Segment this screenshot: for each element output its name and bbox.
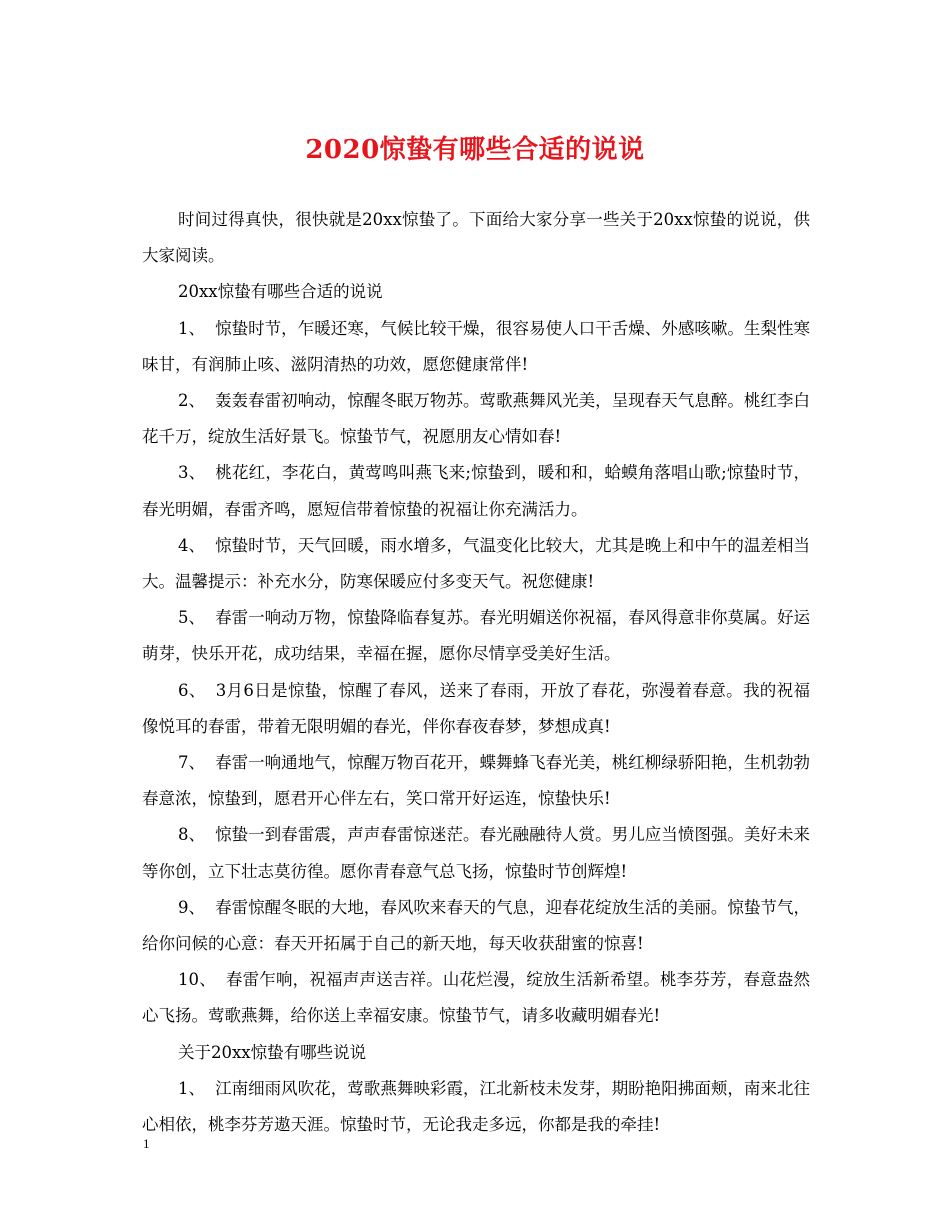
list-item [142, 455, 810, 527]
list-item [142, 890, 810, 962]
document-body [142, 202, 810, 1143]
list-item [142, 600, 810, 672]
item-number: 3、 [178, 463, 206, 483]
list-item [142, 962, 810, 1034]
section-heading: 20xx惊蛰有哪些合适的说说 [178, 282, 383, 302]
page-number: 1 [143, 1136, 150, 1151]
item-text: 惊蛰一到春雷震，声声春雷惊迷茫。春光融融待人赏。男儿应当愤图强。美好未来等你创，立下壮志莫彷徨。愿你青春意气总飞扬，惊蛰时节创辉煌! [142, 825, 811, 881]
list-item [142, 673, 810, 745]
item-number: 10、 [178, 970, 216, 990]
item-number: 1、 [178, 318, 206, 338]
item-text: 春雷一响通地气，惊醒万物百花开，蝶舞蜂飞春光美，桃红柳绿骄阳艳，生机勃勃春意浓，惊蛰到，愿君开心伴左右，笑口常开好运连，惊蛰快乐! [142, 753, 811, 809]
document-title: 2020惊蛰有哪些合适的说说 [305, 135, 645, 165]
item-text: 春雷惊醒冬眠的大地，春风吹来春天的气息，迎春花绽放生活的美丽。惊蛰节气，给你问候的心意：春天开拓属于自己的新天地，每天收获甜蜜的惊喜! [142, 897, 811, 954]
item-text: 3月6日是惊蛰，惊醒了春风，送来了春雨，开放了春花，弥漫着春意。我的祝福像悦耳的春雷，带着无限明媚的春光，伴你春夜春梦，梦想成真! [142, 680, 810, 736]
item-number: 1、 [178, 1078, 206, 1098]
list-item [142, 1071, 810, 1143]
section2-list [142, 1071, 810, 1143]
item-number: 5、 [178, 608, 206, 628]
list-item [142, 528, 810, 600]
item-text: 惊蛰时节，天气回暖，雨水增多，气温变化比较大，尤其是晚上和中午的温差相当大。温馨提示：补充水分，防寒保暖应付多变天气。祝您健康! [142, 535, 811, 592]
list-item [142, 745, 810, 817]
item-text: 桃花红，李花白，黄莺鸣叫燕飞来;惊蛰到，暖和和，蛤蟆角落唱山歌;惊蛰时节，春光明媚，春雷齐鸣，愿短信带着惊蛰的祝福让你充满活力。 [142, 463, 811, 519]
item-text: 春雷一响动万物，惊蛰降临春复苏。春光明媚送你祝福，春风得意非你莫属。好运萌芽，快乐开花，成功结果，幸福在握，愿你尽情享受美好生活。 [142, 608, 811, 664]
list-item [142, 817, 810, 889]
item-number: 2、 [178, 391, 206, 411]
item-number: 4、 [178, 535, 206, 555]
item-number: 7、 [178, 753, 206, 773]
item-text: 轰轰春雷初响动，惊醒冬眠万物苏。莺歌燕舞风光美，呈现春天气息醉。桃红李白花千万，绽放生活好景飞。惊蛰节气，祝愿朋友心情如春! [142, 391, 811, 447]
item-number: 6、 [178, 680, 206, 700]
item-text: 江南细雨风吹花，莺歌燕舞映彩霞，江北新枝未发芽，期盼艳阳拂面颊，南来北往心相依，桃李芬芳遨天涯。惊蛰时节，无论我走多远，你都是我的牵挂! [142, 1078, 811, 1135]
list-item [142, 383, 810, 455]
section1-list [142, 311, 810, 1035]
section-heading: 关于20xx惊蛰有哪些说说 [178, 1042, 367, 1062]
item-text: 春雷乍响，祝福声声送吉祥。山花烂漫，绽放生活新希望。桃李芬芳，春意盎然心飞扬。莺歌燕舞，给你送上幸福安康。惊蛰节气，请多收藏明媚春光! [142, 970, 811, 1026]
item-text: 惊蛰时节，乍暖还寒，气候比较干燥，很容易使人口干舌燥、外感咳嗽。生梨性寒味甘，有润肺止咳、滋阴清热的功效，愿您健康常伴! [142, 318, 811, 374]
list-item [142, 311, 810, 383]
intro-paragraph: 时间过得真快，很快就是20xx惊蛰了。下面给大家分享一些关于20xx惊蛰的说说，供大家阅读。 [142, 210, 810, 266]
item-number: 8、 [178, 825, 206, 845]
item-number: 9、 [178, 897, 206, 917]
